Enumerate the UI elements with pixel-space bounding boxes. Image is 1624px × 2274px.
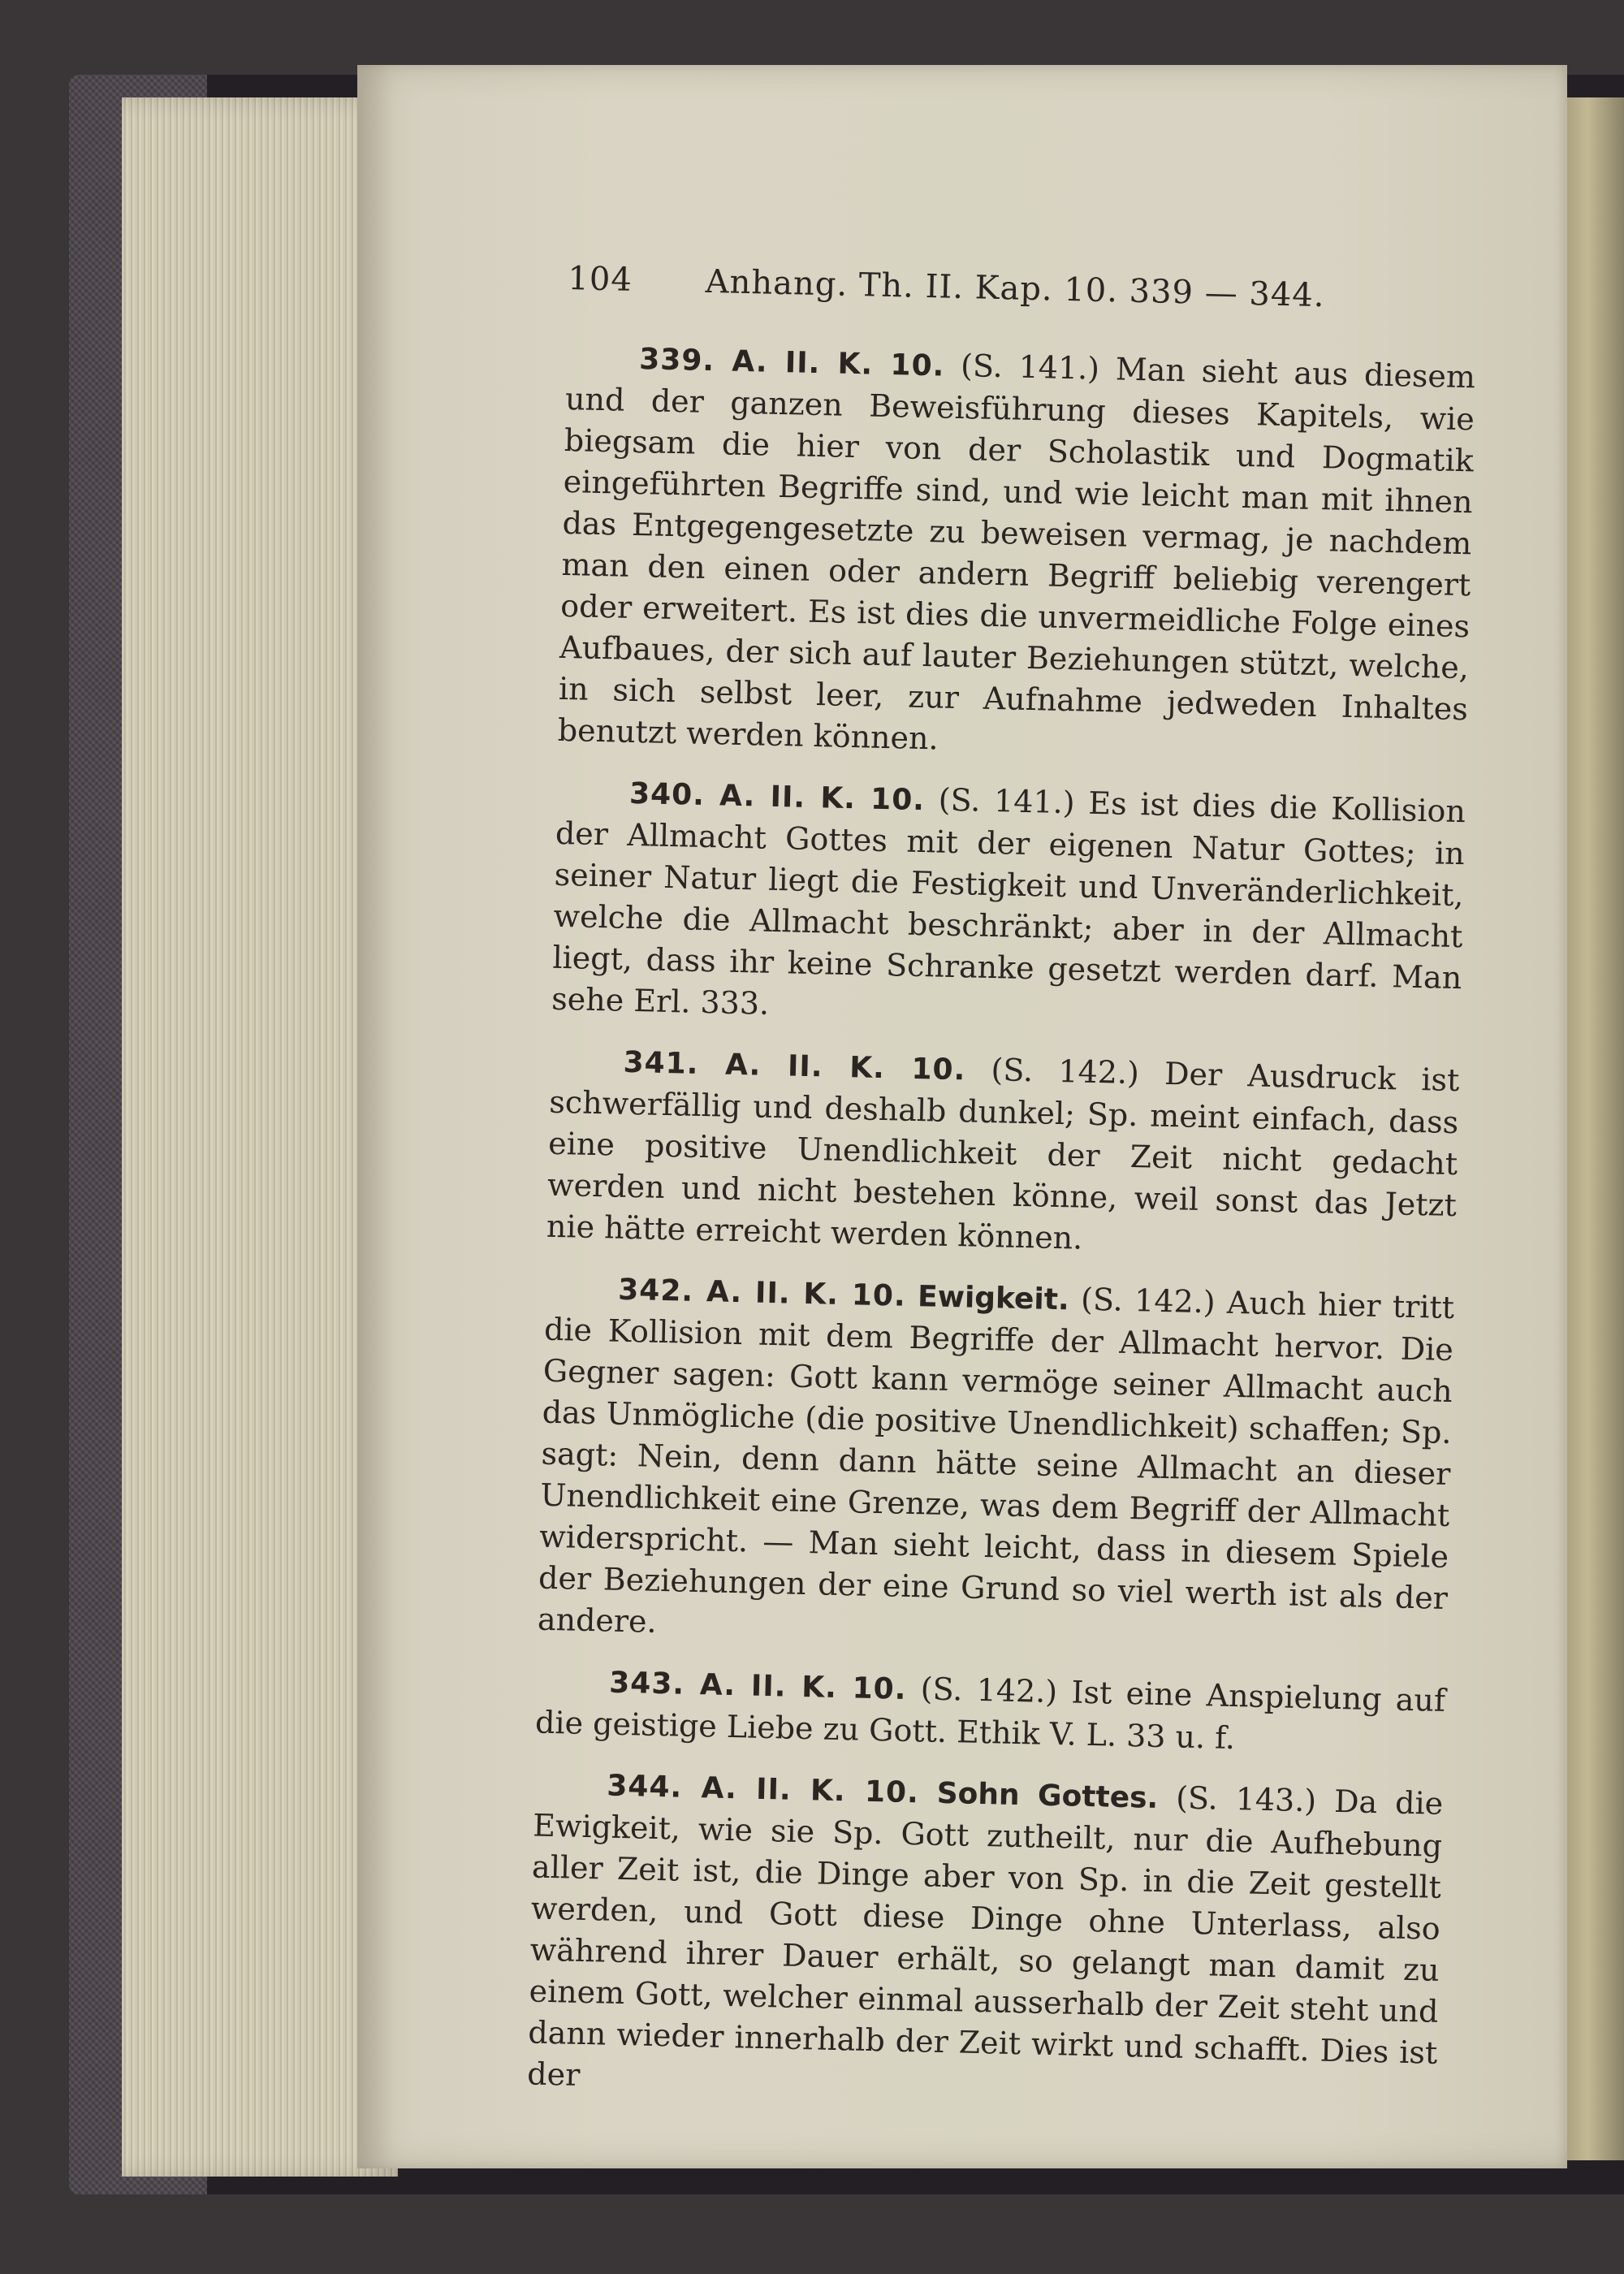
page-text (526, 260, 1478, 2135)
note-reference: 340. A. II. K. 10. (628, 776, 926, 818)
note-reference: 339. A. II. K. 10. (638, 343, 945, 383)
note-keyword: Ewigkeit. (917, 1280, 1070, 1317)
page-number: 104 (567, 260, 633, 299)
note-entry (546, 1040, 1460, 1268)
note-entry (551, 771, 1466, 1040)
note-text: (S. 143.) Da die Ewigkeit, wie sie Sp. Gott zutheilt, nur die Aufhebung aller Zeit ist, die Dinge aber von Sp. in die Zeit gestellt werden, und Gott diese Dinge ohne Unterlass, also während ihrer Dauer erhält, so gelangt man damit zu einem Gott, welcher einmal ausserhalb der Zeit steht und dann wieder innerhalb der Zeit wirkt und schafft. Dies ist der (526, 1779, 1444, 2093)
note-reference: 343. A. II. K. 10. (608, 1666, 907, 1706)
note-reference: 341. A. II. K. 10. (623, 1045, 966, 1087)
note-entry (535, 1660, 1446, 1764)
note-entry (537, 1267, 1454, 1661)
page-edges-right (1563, 97, 1624, 2160)
note-text: (S. 141.) Es ist dies die Kollision der Allmacht Gottes mit der eigenen Natur Gottes; in seiner Natur liegt die Festigkeit und Unveränderlichkeit, welche die Allmacht beschränkt; aber in der Allmacht liegt, dass ihr keine Schranke gesetzt werden darf. Man sehe Erl. 333. (551, 781, 1466, 1022)
note-reference: 344. A. II. K. 10. (606, 1769, 920, 1810)
note-text: (S. 142.) Ist eine Anspielung auf die geistige Liebe zu Gott. Ethik V. L. 33 u. f. (534, 1671, 1446, 1757)
note-reference: 342. A. II. K. 10. (617, 1273, 907, 1313)
note-text: (S. 141.) Man sieht aus diesem und der ganzen Beweisführung dieses Kapitels, wie biegsam die hier von der Scholastik und Dogmatik eingeführten Begriffe sind, und wie leicht man mit ihnen das Entgegengesetzte zu beweisen vermag, je nachdem man den einen oder andern Begriff beliebig verengert oder erweitert. Es ist dies die unvermeidliche Folge eines Aufbaues, der sich auf lauter Beziehungen stützt, welche, in sich selbst leer, zur Aufnahme jedweden Inhaltes benutzt werden können. (557, 348, 1476, 757)
note-keyword: Sohn Gottes. (936, 1776, 1159, 1815)
note-text: (S. 142.) Der Ausdruck ist schwerfällig und deshalb dunkel; Sp. meint einfach, dass eine positive Unendlichkeit der Zeit nicht gedacht werden und nicht bestehen könne, weil sonst das Jetzt nie hätte erreicht werden können. (546, 1052, 1460, 1256)
note-entry (527, 1763, 1444, 2116)
page-edges-left (122, 97, 398, 2177)
note-text: (S. 142.) Auch hier tritt die Kollision mit dem Begriffe der Allmacht hervor. Die Gegner sagen: Gott kann vermöge seiner Allmacht auch das Unmögliche (die positive Unendlichkeit) schaffen; Sp. sagt: Nein, denn dann hätte seine Allmacht an dieser Unendlichkeit eine Grenze, was dem Begriff der Allmacht widerspricht. — Man sieht leicht, dass in diesem Spiele der Beziehungen der eine Grund so viel werth ist als der andere. (537, 1281, 1455, 1640)
running-head-title: Anhang. Th. II. Kap. 10. 339 — 344. (705, 262, 1326, 315)
note-entry (557, 336, 1475, 772)
